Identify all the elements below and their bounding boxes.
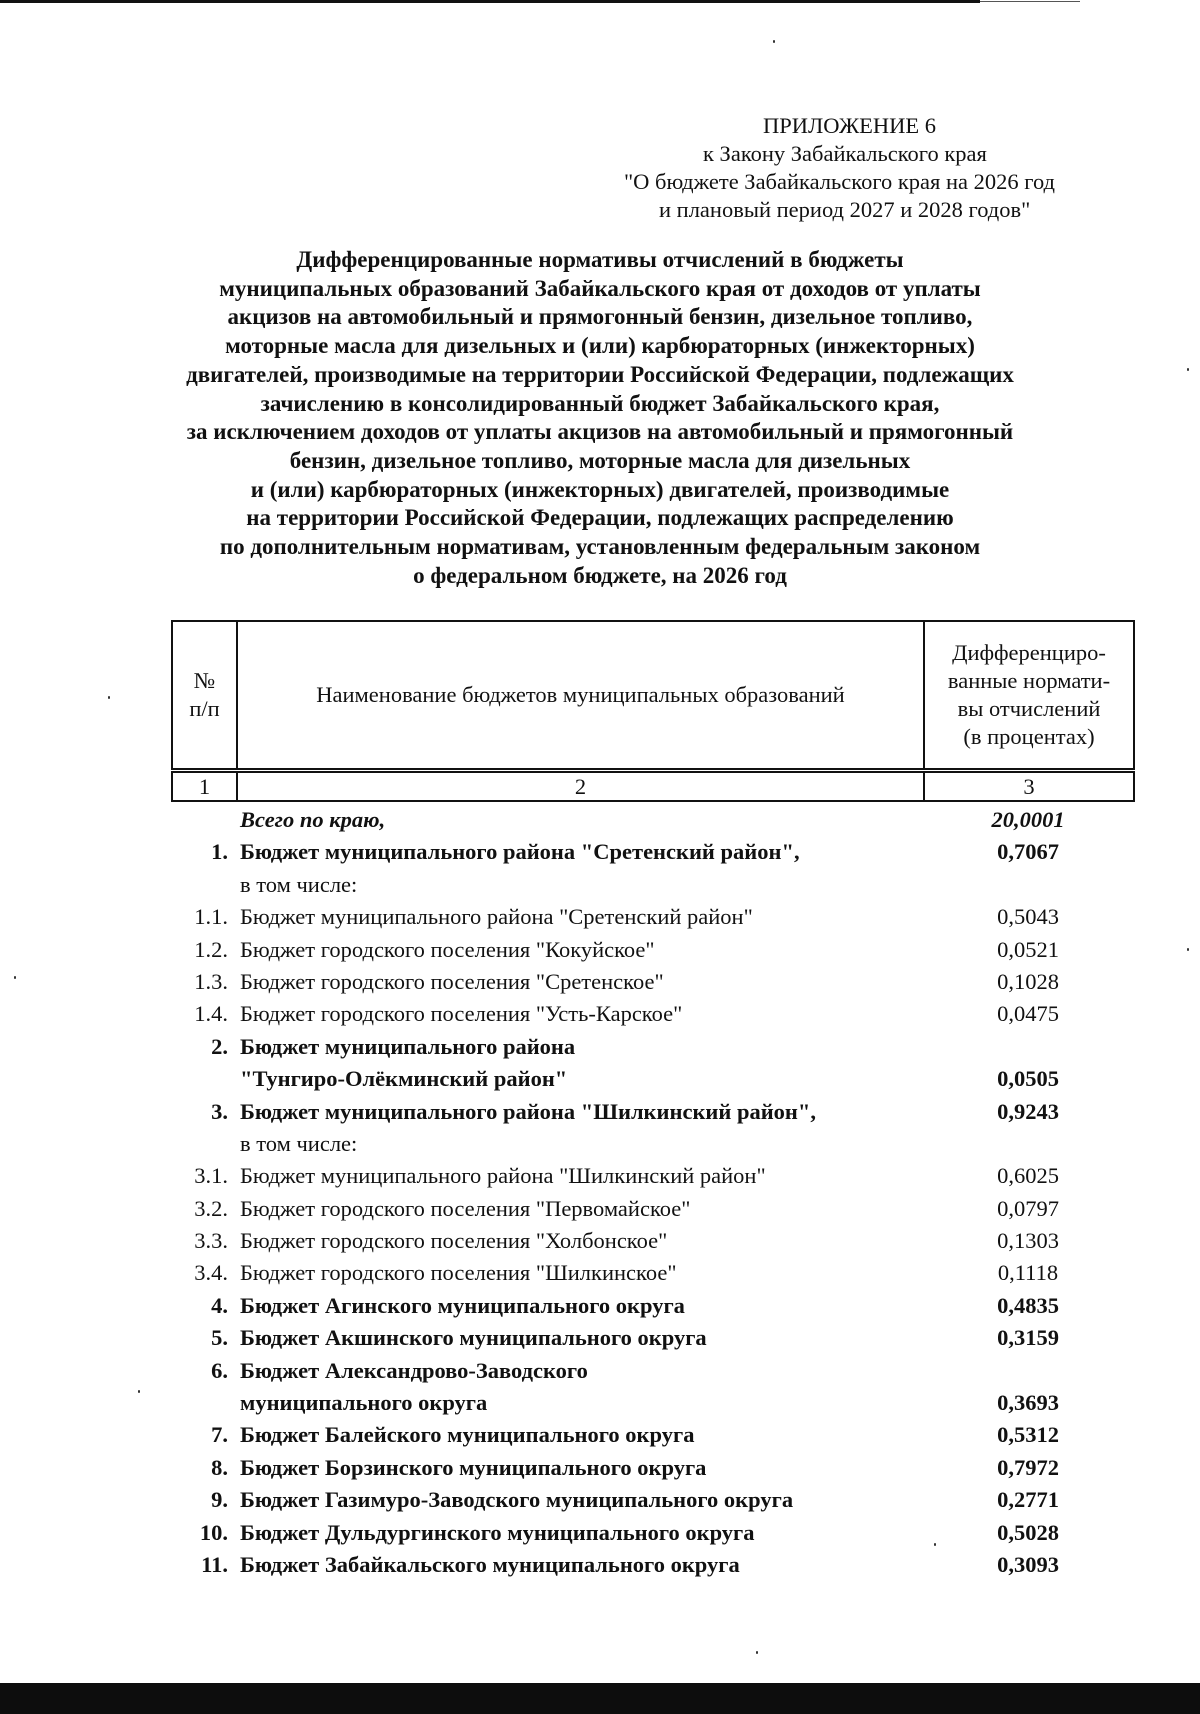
row-budget-name: в том числе:: [240, 1130, 358, 1156]
row-number: 10.: [199, 1519, 228, 1545]
row-budget-name: Бюджет Борзинского муниципального округа: [240, 1454, 707, 1480]
row-number: 2.: [211, 1033, 228, 1059]
row-norm-value: 0,0475: [997, 1001, 1059, 1027]
row-norm-value: 0,9243: [997, 1098, 1059, 1124]
row-budget-name: Бюджет муниципального района "Шилкинский район",: [240, 1098, 817, 1124]
table-body: [171, 804, 1135, 1581]
table-row: [171, 1355, 1135, 1387]
table-row: [171, 1290, 1135, 1322]
title-line: и (или) карбюраторных (инжекторных) двигателей, производимые: [250, 476, 950, 502]
column-number-2: 2: [238, 773, 925, 800]
title-line: муниципальных образований Забайкальского края от доходов от уплаты: [219, 275, 981, 301]
row-budget-name: Бюджет городского поселения "Кокуйское": [240, 936, 655, 962]
title-line: двигателей, производимые на территории Российской Федерации, подлежащих: [186, 361, 1014, 387]
header-value-line: вы отчислений: [957, 696, 1101, 721]
row-number: 11.: [201, 1551, 228, 1577]
row-budget-name: Бюджет Александрово-Заводского: [240, 1357, 588, 1383]
row-budget-name: Бюджет городского поселения "Сретенское": [240, 968, 664, 994]
row-number: 3.1.: [194, 1163, 228, 1189]
row-norm-value: 0,4835: [997, 1292, 1059, 1318]
row-budget-name: Бюджет муниципального района "Шилкинский район": [240, 1163, 766, 1189]
scan-speck: [108, 696, 110, 699]
appendix-number: ПРИЛОЖЕНИЕ 6: [763, 113, 936, 138]
table-row: [171, 1031, 1135, 1063]
scan-speck: [1187, 948, 1189, 951]
row-norm-value: 0,2771: [997, 1487, 1059, 1513]
table-row: [171, 1257, 1135, 1289]
table-row: [171, 1193, 1135, 1225]
row-norm-value: 20,0001: [991, 807, 1065, 832]
row-budget-name: Бюджет городского поселения "Первомайское": [240, 1195, 691, 1221]
row-number: 8.: [211, 1454, 228, 1480]
row-budget-name: Бюджет Забайкальского муниципального округа: [240, 1551, 740, 1577]
header-number-symbol: №: [193, 668, 216, 693]
table-row: [171, 869, 1135, 901]
row-budget-name: Бюджет муниципального района: [240, 1033, 576, 1059]
row-budget-name: Бюджет городского поселения "Усть-Карское": [240, 1001, 683, 1027]
row-number: 3.: [211, 1098, 228, 1124]
row-number: 7.: [211, 1422, 228, 1448]
row-number: 9.: [211, 1487, 228, 1513]
row-norm-value: 0,1028: [997, 968, 1059, 994]
table-row: [171, 1419, 1135, 1451]
header-name-label: Наименование бюджетов муниципальных образований: [316, 682, 845, 707]
table-row: [171, 1322, 1135, 1354]
table-row: [171, 934, 1135, 966]
row-number: 5.: [211, 1325, 228, 1351]
table-row: [171, 1128, 1135, 1160]
row-number: 1.3.: [194, 968, 228, 994]
row-number: 3.3.: [194, 1228, 228, 1254]
title-line: акцизов на автомобильный и прямогонный бензин, дизельное топливо,: [227, 304, 973, 330]
scan-edge-top: [0, 0, 980, 3]
table-row: [171, 1096, 1135, 1128]
row-norm-value: 0,3159: [997, 1325, 1059, 1351]
row-number: 3.2.: [194, 1195, 228, 1221]
row-budget-name: Бюджет городского поселения "Холбонское": [240, 1228, 668, 1254]
title-line: бензин, дизельное топливо, моторные масла для дизельных: [289, 447, 911, 473]
table-row: [171, 1225, 1135, 1257]
row-number: 4.: [211, 1292, 228, 1318]
header-value-line: (в процентах): [963, 724, 1095, 749]
title-line: о федеральном бюджете, на 2026 год: [413, 562, 787, 588]
row-number: 6.: [211, 1357, 228, 1383]
header-value-line: ванные нормати-: [947, 668, 1111, 693]
row-budget-name: "Тунгиро-Олёкминский район": [240, 1066, 568, 1092]
header-number-label: п/п: [189, 696, 220, 721]
row-number: 1.2.: [194, 936, 228, 962]
scan-edge-bottom: [0, 1683, 1200, 1714]
table-row: [171, 1387, 1135, 1419]
document-title: [130, 246, 1070, 590]
table-row: [171, 1517, 1135, 1549]
row-budget-name: Бюджет Газимуро-Заводского муниципального округа: [240, 1487, 794, 1513]
title-line: по дополнительным нормативам, установленным федеральным законом: [219, 534, 981, 560]
row-budget-name: Бюджет Агинского муниципального округа: [240, 1292, 685, 1318]
title-line: моторные масла для дизельных и (или) карбюраторных (инжекторных): [225, 333, 975, 359]
scan-speck: [773, 40, 775, 43]
table-row: [171, 836, 1135, 868]
row-norm-value: 0,1118: [997, 1260, 1059, 1286]
title-line: за исключением доходов от уплаты акцизов на автомобильный и прямогонный: [186, 419, 1014, 445]
table-row: [171, 966, 1135, 998]
scan-edge-top-faint: [980, 1, 1080, 2]
header-cell-number: [173, 622, 238, 768]
row-budget-name: Бюджет муниципального района "Сретенский район": [240, 904, 753, 930]
table-row: [171, 1549, 1135, 1581]
table-row: [171, 1484, 1135, 1516]
table-header: [171, 620, 1135, 770]
appendix-law-title: "О бюджете Забайкальского края на 2026 год: [624, 169, 1056, 194]
table-column-numbers: [171, 771, 1135, 802]
row-norm-value: 0,5312: [997, 1422, 1059, 1448]
row-norm-value: 0,3093: [997, 1551, 1059, 1577]
row-norm-value: 0,0521: [997, 936, 1059, 962]
row-number: 1.: [211, 839, 228, 865]
row-budget-name: Бюджет Дульдургинского муниципального округа: [240, 1519, 755, 1545]
title-line: на территории Российской Федерации, подлежащих распределению: [246, 505, 954, 531]
row-norm-value: 0,0505: [997, 1066, 1059, 1092]
header-value-line: Дифференциро-: [952, 640, 1106, 665]
title-line: зачислению в консолидированный бюджет Забайкальского края,: [260, 390, 940, 416]
row-norm-value: 0,5043: [997, 904, 1059, 930]
row-norm-value: 0,5028: [997, 1519, 1059, 1545]
row-budget-name: Бюджет городского поселения "Шилкинское": [240, 1260, 677, 1286]
row-norm-value: 0,6025: [997, 1163, 1059, 1189]
row-budget-name: Бюджет муниципального района "Сретенский район",: [240, 839, 800, 865]
scan-speck: [1187, 368, 1189, 371]
row-norm-value: 0,7972: [997, 1454, 1059, 1480]
row-budget-name: в том числе:: [240, 871, 358, 897]
table-row: [171, 1063, 1135, 1095]
column-number-1: 1: [173, 773, 238, 800]
row-number: 3.4.: [194, 1260, 228, 1286]
row-norm-value: 0,3693: [997, 1390, 1059, 1416]
table-row: [171, 998, 1135, 1030]
title-line: Дифференцированные нормативы отчислений в бюджеты: [296, 247, 904, 272]
row-number: 1.4.: [194, 1001, 228, 1027]
row-norm-value: 0,0797: [997, 1195, 1059, 1221]
scan-speck: [138, 1390, 140, 1393]
row-norm-value: 0,7067: [997, 839, 1059, 865]
scan-speck: [756, 1651, 758, 1654]
table-row: [171, 901, 1135, 933]
appendix-law-ref: к Закону Забайкальского края: [703, 141, 987, 166]
row-budget-name: Бюджет Акшинского муниципального округа: [240, 1325, 707, 1351]
table-row: [171, 1452, 1135, 1484]
header-cell-name: [238, 622, 925, 768]
row-number: 1.1.: [194, 904, 228, 930]
row-budget-name: Всего по краю,: [240, 807, 386, 832]
table-row: [171, 804, 1135, 836]
column-number-3: 3: [1023, 774, 1035, 799]
appendix-law-period: и плановый период 2027 и 2028 годов": [659, 197, 1031, 222]
row-budget-name: муниципального округа: [240, 1390, 488, 1416]
row-budget-name: Бюджет Балейского муниципального округа: [240, 1422, 695, 1448]
row-norm-value: 0,1303: [997, 1228, 1059, 1254]
scan-speck: [14, 976, 16, 979]
header-cell-value: [925, 622, 1133, 768]
table-row: [171, 1160, 1135, 1192]
